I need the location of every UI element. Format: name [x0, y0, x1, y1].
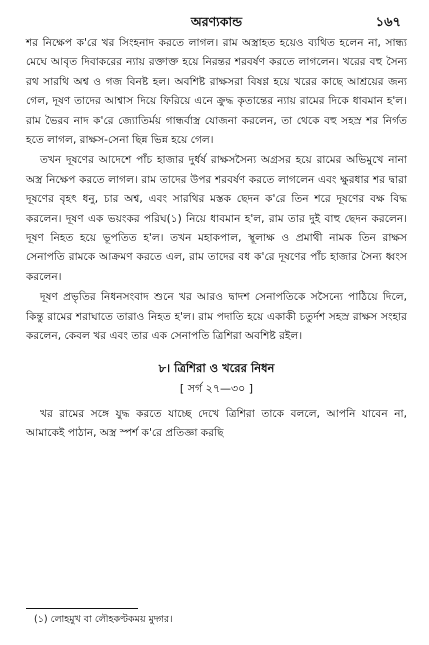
paragraph-trishira: খর রামের সঙ্গে যুদ্ধ করতে যাচ্ছে দেখে ত্রিশিরা তাকে বললে, আপনি যাবেন না, আমাকেই পাঠান, অস্ত্র স্পর্শ ক'রে প্রতিজ্ঞা করছি — [26, 407, 407, 439]
paragraph-continued: শর নিক্ষেপ ক'রে খর সিংহনাদ করতে লাগল। রাম অস্ত্রাহত হয়েও ব্যথিত হলেন না, সান্ধ্য মেঘে আবৃত দিবাকরের ন্যায় রক্তাক্ত হয়ে নিরন্তর শরবর্ষণ করতে লাগলেন। খরের বহু সৈন্য রথ সারথি অশ্ব ও গজ বিনষ্ট হল। অবশিষ্ট রাক্ষসরা বিষণ্ণ হয়ে খরের কাছে আশ্রয়ের জন্য গেল, দূষণ তাদের আশ্বাস দিয়ে ফিরিয়ে এনে ক্রুদ্ধ কৃতান্তের ন্যায় রামের দিকে ধাবমান হ'ল। রাম ভৈরব নাদ ক'রে জ্যোতির্ময় গান্ধর্বাস্ত্র যোজনা করলেন, তা থেকে বহু সহস্র শর নির্গত হতে লাগল, রাক্ষস-সেনা ছিন্ন ভিন্ন হয়ে গেল। — [26, 37, 407, 147]
footnote-rule — [26, 608, 138, 609]
page-number: ১৬৭ — [375, 15, 401, 30]
paragraph-dushan-attack: তখন দূষণের আদেশে পাঁচ হাজার দুর্ধর্ষ রাক্ষসসৈন্য অগ্রসর হয়ে রামের অভিমুখে নানা অস্ত্র নিক্ষেপ করতে লাগল। রাম তাদের উপর শরবর্ষণ করতে লাগলেন এবং ক্ষুরধার শর দ্বারা দূষণের বৃহৎ ধনু, চার অশ্ব, এবং সারথির মস্তক ছেদন ক'রে তিন শরে দূষণের বক্ষ বিদ্ধ করলেন। দূষণ এক ভয়ংকর পরিঘ(১) নিয়ে ধাবমান হ'ল, রাম তার দুই বাহু ছেদন করলেন। দূষণ নিহত হয়ে ভূপতিত হ'ল। তখন মহাকপাল, স্থূলাক্ষ ও প্রমাথী নামক তিন রাক্ষস সেনাপতি রামকে আক্রমণ করতে এল, রাম তাদের বধ ক'রে দূষণের পাঁচ হাজার সৈন্য ধ্বংস করলেন। — [26, 154, 407, 283]
running-head — [26, 10, 407, 34]
canto-reference: [ সর্গ ২৭—৩০ ] — [179, 381, 254, 395]
footnote: (১) লোহমুখ বা লৌহকণ্টকময় মুদ্গর। — [34, 614, 173, 625]
section-heading: ৮। ত্রিশিরা ও খরের নিধন — [158, 360, 275, 375]
running-title: অরণ্যকান্ড — [190, 14, 243, 29]
paragraph-generals-slain: দূষণ প্রভৃতির নিধনসংবাদ শুনে খর আরও দ্বাদশ সেনাপতিকে সসৈন্যে পাঠিয়ে দিলে, কিন্তু রামের শরাঘাতে তারাও নিহত হ'ল। রাম পদাতি হয়ে একাকী চতুর্দশ সহস্র রাক্ষস সংহার করলেন, কেবল খর এবং তার এক সেনাপতি ত্রিশিরা অবশিষ্ট রইল। — [26, 291, 407, 343]
